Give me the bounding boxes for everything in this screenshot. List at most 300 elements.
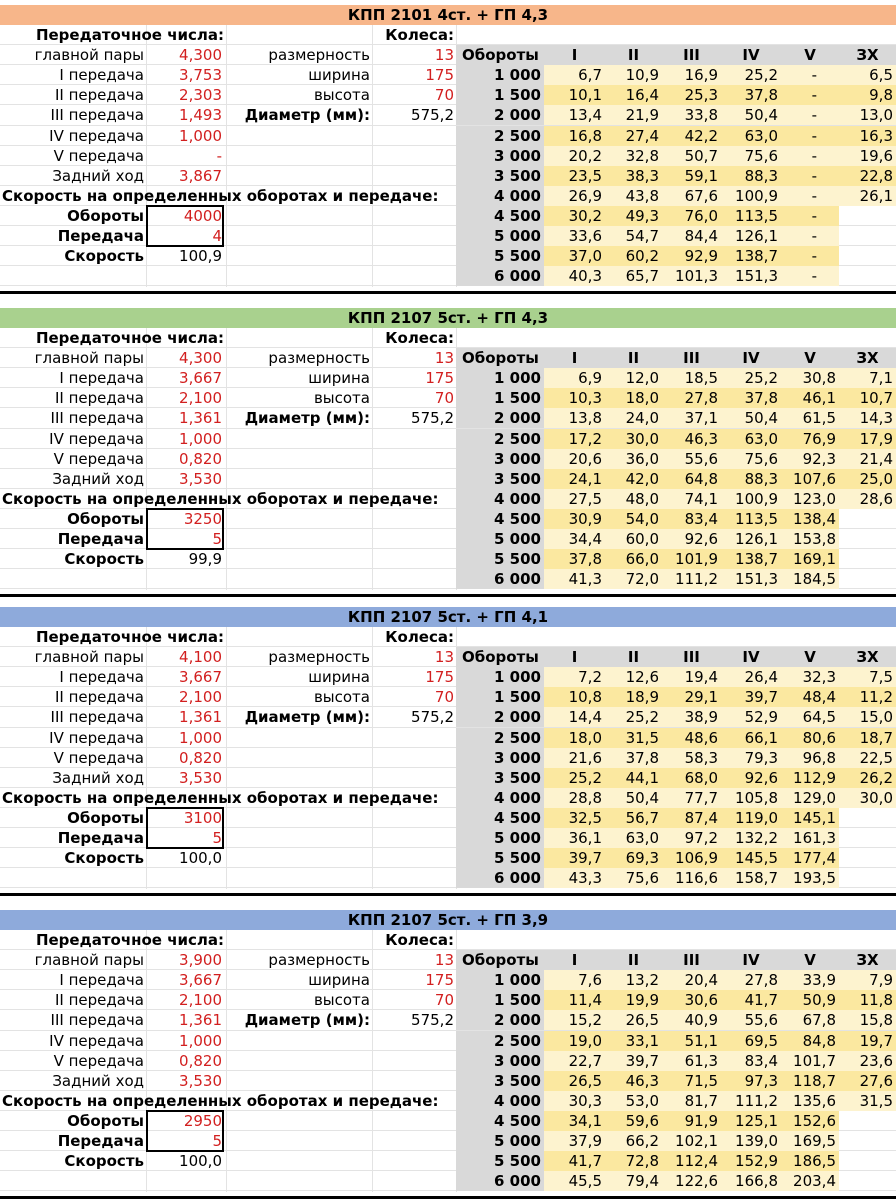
gear-ratio-value[interactable]: 1,000 [179, 729, 222, 747]
speed-cell: 25,2 [721, 65, 781, 85]
speed-cell: 203,4 [781, 1171, 839, 1191]
gear-ratio-value[interactable]: 1,361 [179, 409, 222, 427]
calc-rpm-input[interactable]: 3250 [183, 510, 222, 528]
speed-cell: 66,1 [721, 728, 781, 748]
speed-cell: 21,9 [605, 105, 662, 125]
speed-cell: 37,8 [721, 388, 781, 408]
speed-cell: 22,7 [544, 1051, 605, 1071]
speed-cell: 59,6 [605, 1111, 662, 1131]
gear-name-label: V передача [53, 1052, 144, 1070]
gear-ratio-value[interactable]: 3,667 [179, 971, 222, 989]
speed-cell: 38,3 [605, 166, 662, 186]
width-label: ширина [308, 66, 370, 84]
calc-speed-label: Скорость [64, 247, 144, 265]
speed-cell: 10,1 [544, 85, 605, 105]
gear-name-label: Задний ход [52, 167, 144, 185]
speed-cell: 37,8 [605, 748, 662, 768]
speed-section-label: Скорость на определенных оборотах и передаче: [2, 490, 439, 508]
main-pair-ratio[interactable]: 4,300 [179, 46, 222, 64]
main-pair-ratio[interactable]: 4,300 [179, 349, 222, 367]
width-label: ширина [308, 971, 370, 989]
gear-name-label: IV передача [49, 729, 144, 747]
speed-cell: 60,2 [605, 246, 662, 266]
wheels-label: Колеса: [385, 628, 454, 646]
input-box-border [146, 508, 224, 550]
width-value[interactable]: 175 [425, 668, 454, 686]
block-title: КПП 2107 5ст. + ГП 4,1 [0, 607, 896, 627]
gear-name-label: I передача [59, 971, 144, 989]
speed-cell: 19,4 [662, 667, 721, 687]
gear-name-label: II передача [54, 991, 144, 1009]
rpm-value: 1 500 [456, 990, 544, 1010]
gear-ratio-value[interactable]: 1,361 [179, 708, 222, 726]
gear-column-header: ЗХ [839, 45, 896, 65]
rpm-value: 2 500 [456, 429, 544, 449]
height-value[interactable]: 70 [434, 389, 454, 407]
speed-cell: 68,0 [662, 768, 721, 788]
rpm-value: 6 000 [456, 1171, 544, 1191]
speed-cell: 58,3 [662, 748, 721, 768]
gear-name-label: IV передача [49, 1032, 144, 1050]
speed-cell: 107,6 [781, 469, 839, 489]
gear-ratio-value[interactable]: - [216, 147, 222, 165]
speed-cell: - [781, 65, 839, 85]
rpm-value: 4 500 [456, 509, 544, 529]
speed-cell: 30,0 [839, 788, 896, 808]
speed-cell: 37,9 [544, 1131, 605, 1151]
speed-cell: 29,1 [662, 687, 721, 707]
speed-cell: 72,8 [605, 1151, 662, 1171]
speed-cell: 101,3 [662, 266, 721, 286]
gear-name-label: Задний ход [52, 769, 144, 787]
rpm-value: 4 000 [456, 1091, 544, 1111]
gear-name-label: V передача [53, 147, 144, 165]
rpm-value: 3 000 [456, 1051, 544, 1071]
main-pair-ratio[interactable]: 4,100 [179, 648, 222, 666]
rpm-value: 4 000 [456, 489, 544, 509]
speed-cell: 25,0 [839, 469, 896, 489]
speed-cell: 42,0 [605, 469, 662, 489]
speed-cell: 18,7 [839, 728, 896, 748]
gear-ratio-value[interactable]: 1,000 [179, 1032, 222, 1050]
speed-cell: 24,0 [605, 408, 662, 428]
gear-ratio-value[interactable]: 1,000 [179, 430, 222, 448]
speed-cell: 33,9 [781, 970, 839, 990]
speed-cell: 111,2 [662, 569, 721, 589]
rpm-value: 1 000 [456, 970, 544, 990]
ratios-label: Передаточное числа: [35, 26, 224, 44]
gear-column-header: III [662, 647, 721, 667]
gear-name-label: II передача [54, 86, 144, 104]
rpm-value: 4 000 [456, 788, 544, 808]
speed-cell: 21,4 [839, 449, 896, 469]
speed-cell [839, 206, 896, 226]
speed-cell: 145,5 [721, 848, 781, 868]
block-separator [0, 1196, 896, 1199]
gear-ratio-value[interactable]: 1,493 [179, 106, 222, 124]
speed-cell: 61,3 [662, 1051, 721, 1071]
speed-cell: - [781, 126, 839, 146]
rpm-value: 2 000 [456, 105, 544, 125]
speed-cell: 11,4 [544, 990, 605, 1010]
gear-ratio-value[interactable]: 3,753 [179, 66, 222, 84]
main-pair-ratio[interactable]: 3,900 [179, 951, 222, 969]
calc-gear-input[interactable]: 5 [212, 829, 222, 847]
gear-ratio-value[interactable]: 1,000 [179, 127, 222, 145]
speed-cell: 14,3 [839, 408, 896, 428]
speed-cell: 37,1 [662, 408, 721, 428]
calc-rpm-input[interactable]: 3100 [183, 809, 222, 827]
gear-column-header: ЗХ [839, 950, 896, 970]
speed-cell: 92,6 [721, 768, 781, 788]
gear-name-label: III передача [50, 106, 144, 124]
gear-name-label: V передача [53, 450, 144, 468]
speed-cell: 66,0 [605, 549, 662, 569]
rpm-value: 5 000 [456, 828, 544, 848]
speed-cell: 105,8 [721, 788, 781, 808]
speed-section-label: Скорость на определенных оборотах и передаче: [2, 789, 439, 807]
height-label: высота [313, 688, 370, 706]
height-value[interactable]: 70 [434, 991, 454, 1009]
size-value[interactable]: 13 [434, 46, 454, 64]
speed-cell: 26,9 [544, 186, 605, 206]
wheels-label: Колеса: [385, 329, 454, 347]
calc-gear-label: Передача [57, 227, 144, 245]
diameter-label: Диаметр (мм): [244, 1011, 370, 1029]
speed-cell: 63,0 [721, 429, 781, 449]
gear-ratio-value[interactable]: 3,530 [179, 1072, 222, 1090]
speed-cell: 15,2 [544, 1010, 605, 1030]
speed-cell: 76,0 [662, 206, 721, 226]
gear-column-header: V [781, 348, 839, 368]
gear-column-header: III [662, 950, 721, 970]
gear-column-header: II [605, 950, 662, 970]
rpm-value: 6 000 [456, 868, 544, 888]
rpm-value: 2 500 [456, 728, 544, 748]
speed-cell: 75,6 [721, 146, 781, 166]
speed-cell: 24,1 [544, 469, 605, 489]
height-value[interactable]: 70 [434, 688, 454, 706]
rpm-value: 1 500 [456, 687, 544, 707]
rpm-value: 5 000 [456, 529, 544, 549]
rpm-value: 3 500 [456, 768, 544, 788]
calc-speed-label: Скорость [64, 1152, 144, 1170]
speed-cell: 18,0 [544, 728, 605, 748]
speed-cell: 10,9 [605, 65, 662, 85]
speed-cell: 39,7 [605, 1051, 662, 1071]
speed-cell [839, 226, 896, 246]
speed-cell: 11,2 [839, 687, 896, 707]
width-value[interactable]: 175 [425, 971, 454, 989]
speed-cell: 138,4 [781, 509, 839, 529]
gear-ratio-value[interactable]: 0,820 [179, 1052, 222, 1070]
speed-cell: - [781, 266, 839, 286]
speed-cell: 25,2 [544, 768, 605, 788]
calc-rpm-input[interactable]: 2950 [183, 1112, 222, 1130]
gear-column-header: IV [721, 45, 781, 65]
gear-column-header: IV [721, 950, 781, 970]
speed-cell: 38,9 [662, 707, 721, 727]
speed-cell [839, 529, 896, 549]
height-label: высота [313, 86, 370, 104]
speed-cell: 19,9 [605, 990, 662, 1010]
speed-cell: 27,4 [605, 126, 662, 146]
height-value[interactable]: 70 [434, 86, 454, 104]
rpm-column-header: Обороты [456, 647, 544, 667]
rpm-value: 4 500 [456, 1111, 544, 1131]
speed-cell: 34,4 [544, 529, 605, 549]
speed-cell: 69,3 [605, 848, 662, 868]
gear-ratio-value[interactable]: 2,100 [179, 688, 222, 706]
rpm-value: 4 500 [456, 808, 544, 828]
speed-cell: 186,5 [781, 1151, 839, 1171]
speed-cell: 7,6 [544, 970, 605, 990]
speed-cell: 84,8 [781, 1031, 839, 1051]
rpm-value: 4 500 [456, 206, 544, 226]
speed-cell: 19,0 [544, 1031, 605, 1051]
speed-cell: 123,0 [781, 489, 839, 509]
speed-cell: 25,2 [605, 707, 662, 727]
rpm-value: 1 000 [456, 667, 544, 687]
speed-cell: 6,9 [544, 368, 605, 388]
gear-name-label: II передача [54, 389, 144, 407]
gear-ratio-value[interactable]: 3,530 [179, 470, 222, 488]
calc-gear-input[interactable]: 4 [212, 227, 222, 245]
speed-cell: 53,0 [605, 1091, 662, 1111]
speed-cell: 10,8 [544, 687, 605, 707]
rpm-value: 6 000 [456, 569, 544, 589]
speed-cell: 101,7 [781, 1051, 839, 1071]
speed-section-label: Скорость на определенных оборотах и передаче: [2, 187, 439, 205]
speed-cell: 55,6 [721, 1010, 781, 1030]
size-value[interactable]: 13 [434, 951, 454, 969]
speed-cell: - [781, 146, 839, 166]
speed-cell: 26,2 [839, 768, 896, 788]
gear-ratio-value[interactable]: 0,820 [179, 749, 222, 767]
speed-cell: 12,0 [605, 368, 662, 388]
speed-cell: 26,5 [544, 1071, 605, 1091]
diameter-label: Диаметр (мм): [244, 708, 370, 726]
speed-cell: 10,7 [839, 388, 896, 408]
speed-cell: 96,8 [781, 748, 839, 768]
width-value[interactable]: 175 [425, 369, 454, 387]
gear-column-header: I [544, 348, 605, 368]
speed-cell: 43,3 [544, 868, 605, 888]
size-label: размерность [268, 46, 370, 64]
speed-cell: 36,1 [544, 828, 605, 848]
speed-cell [839, 1131, 896, 1151]
speed-cell: 41,3 [544, 569, 605, 589]
speed-cell: 52,9 [721, 707, 781, 727]
rpm-value: 3 500 [456, 1071, 544, 1091]
speed-cell: 37,8 [721, 85, 781, 105]
speed-cell: 15,8 [839, 1010, 896, 1030]
gear-name-label: II передача [54, 688, 144, 706]
speed-cell: 152,6 [781, 1111, 839, 1131]
diameter-value: 575,2 [411, 409, 454, 427]
speed-cell: 20,6 [544, 449, 605, 469]
speed-cell: 23,6 [839, 1051, 896, 1071]
gear-ratio-value[interactable]: 1,361 [179, 1011, 222, 1029]
speed-cell: 65,7 [605, 266, 662, 286]
gear-name-label: V передача [53, 749, 144, 767]
speed-cell: 6,7 [544, 65, 605, 85]
speed-cell: 177,4 [781, 848, 839, 868]
speed-cell: 88,3 [721, 166, 781, 186]
speed-cell: - [781, 166, 839, 186]
calc-rpm-input[interactable]: 4000 [183, 207, 222, 225]
rpm-value: 6 000 [456, 266, 544, 286]
speed-cell: 7,2 [544, 667, 605, 687]
rpm-value: 1 500 [456, 388, 544, 408]
speed-cell: 79,3 [721, 748, 781, 768]
speed-cell: 152,9 [721, 1151, 781, 1171]
speed-cell: 112,4 [662, 1151, 721, 1171]
speed-cell: 27,8 [662, 388, 721, 408]
speed-cell: 20,2 [544, 146, 605, 166]
wheels-label: Колеса: [385, 931, 454, 949]
speed-cell: 67,8 [781, 1010, 839, 1030]
speed-cell: 55,6 [662, 449, 721, 469]
gear-ratio-value[interactable]: 2,303 [179, 86, 222, 104]
speed-cell: 22,8 [839, 166, 896, 186]
speed-cell: 16,8 [544, 126, 605, 146]
speed-cell [839, 828, 896, 848]
gear-ratio-value[interactable]: 2,100 [179, 389, 222, 407]
gear-column-header: I [544, 950, 605, 970]
rpm-value: 5 500 [456, 1151, 544, 1171]
speed-cell: 151,3 [721, 569, 781, 589]
speed-cell: 138,7 [721, 246, 781, 266]
size-label: размерность [268, 951, 370, 969]
speed-cell: 166,8 [721, 1171, 781, 1191]
speed-cell: 27,6 [839, 1071, 896, 1091]
speed-cell: 30,3 [544, 1091, 605, 1111]
speed-cell: 46,3 [662, 429, 721, 449]
speed-cell: 28,8 [544, 788, 605, 808]
calc-rpm-label: Обороты [67, 207, 144, 225]
speed-cell: 122,6 [662, 1171, 721, 1191]
speed-cell: 59,1 [662, 166, 721, 186]
speed-cell: 40,9 [662, 1010, 721, 1030]
speed-cell: 27,8 [721, 970, 781, 990]
speed-cell [839, 509, 896, 529]
calc-gear-label: Передача [57, 829, 144, 847]
speed-cell: 100,9 [721, 489, 781, 509]
gear-column-header: III [662, 45, 721, 65]
calc-gear-input[interactable]: 5 [212, 530, 222, 548]
speed-cell: 13,4 [544, 105, 605, 125]
block-separator [0, 291, 896, 294]
input-box-border [146, 807, 224, 849]
gear-ratio-value[interactable]: 3,867 [179, 167, 222, 185]
speed-cell: 45,5 [544, 1171, 605, 1191]
block-separator [0, 893, 896, 896]
gear-name-label: Задний ход [52, 470, 144, 488]
speed-cell: 54,7 [605, 226, 662, 246]
gear-ratio-value[interactable]: 3,667 [179, 668, 222, 686]
block-title: КПП 2101 4ст. + ГП 4,3 [0, 5, 896, 25]
size-value[interactable]: 13 [434, 349, 454, 367]
block-separator [0, 594, 896, 597]
speed-cell: 32,3 [781, 667, 839, 687]
speed-cell: 101,9 [662, 549, 721, 569]
diameter-value: 575,2 [411, 106, 454, 124]
speed-cell: - [781, 186, 839, 206]
speed-cell: 34,1 [544, 1111, 605, 1131]
speed-cell: 46,3 [605, 1071, 662, 1091]
speed-cell: 83,4 [721, 1051, 781, 1071]
speed-section-label: Скорость на определенных оборотах и передаче: [2, 1092, 439, 1110]
speed-cell: 28,6 [839, 489, 896, 509]
speed-cell: 41,7 [721, 990, 781, 1010]
speed-cell: 17,2 [544, 429, 605, 449]
speed-cell: 30,0 [605, 429, 662, 449]
gear-ratio-value[interactable]: 3,530 [179, 769, 222, 787]
speed-cell: 92,9 [662, 246, 721, 266]
width-value[interactable]: 175 [425, 66, 454, 84]
calc-gear-input[interactable]: 5 [212, 1132, 222, 1150]
width-label: ширина [308, 668, 370, 686]
speed-cell: 56,7 [605, 808, 662, 828]
speed-cell: 48,6 [662, 728, 721, 748]
speed-cell: 61,5 [781, 408, 839, 428]
speed-cell: 25,3 [662, 85, 721, 105]
speed-cell [839, 868, 896, 888]
speed-cell: 83,4 [662, 509, 721, 529]
speed-cell: 125,1 [721, 1111, 781, 1131]
speed-cell: 92,6 [662, 529, 721, 549]
rpm-value: 3 000 [456, 449, 544, 469]
speed-cell: 50,4 [721, 105, 781, 125]
gear-column-header: I [544, 45, 605, 65]
speed-cell: 16,9 [662, 65, 721, 85]
rpm-value: 3 500 [456, 166, 544, 186]
gear-ratio-value[interactable]: 2,100 [179, 991, 222, 1009]
speed-cell: - [781, 246, 839, 266]
speed-cell: 10,3 [544, 388, 605, 408]
size-value[interactable]: 13 [434, 648, 454, 666]
speed-cell: 37,8 [544, 549, 605, 569]
speed-cell: 30,8 [781, 368, 839, 388]
speed-cell: 39,7 [544, 848, 605, 868]
calc-rpm-label: Обороты [67, 510, 144, 528]
wheels-label: Колеса: [385, 26, 454, 44]
speed-cell: 161,3 [781, 828, 839, 848]
rpm-value: 2 000 [456, 707, 544, 727]
speed-cell: 63,0 [605, 828, 662, 848]
speed-cell: 92,3 [781, 449, 839, 469]
block-title: КПП 2107 5ст. + ГП 3,9 [0, 910, 896, 930]
gear-name-label: III передача [50, 409, 144, 427]
speed-cell: 7,9 [839, 970, 896, 990]
speed-cell: 69,5 [721, 1031, 781, 1051]
gear-ratio-value[interactable]: 0,820 [179, 450, 222, 468]
speed-cell: 97,2 [662, 828, 721, 848]
main-pair-label: главной пары [34, 951, 144, 969]
speed-cell: 33,8 [662, 105, 721, 125]
gearbox-block [0, 607, 896, 899]
gear-ratio-value[interactable]: 3,667 [179, 369, 222, 387]
speed-cell: 18,5 [662, 368, 721, 388]
gear-column-header: II [605, 45, 662, 65]
speed-cell: 66,2 [605, 1131, 662, 1151]
speed-cell: 16,3 [839, 126, 896, 146]
speed-cell: 46,1 [781, 388, 839, 408]
gear-name-label: I передача [59, 66, 144, 84]
gear-name-label: III передача [50, 1011, 144, 1029]
speed-cell: 44,1 [605, 768, 662, 788]
